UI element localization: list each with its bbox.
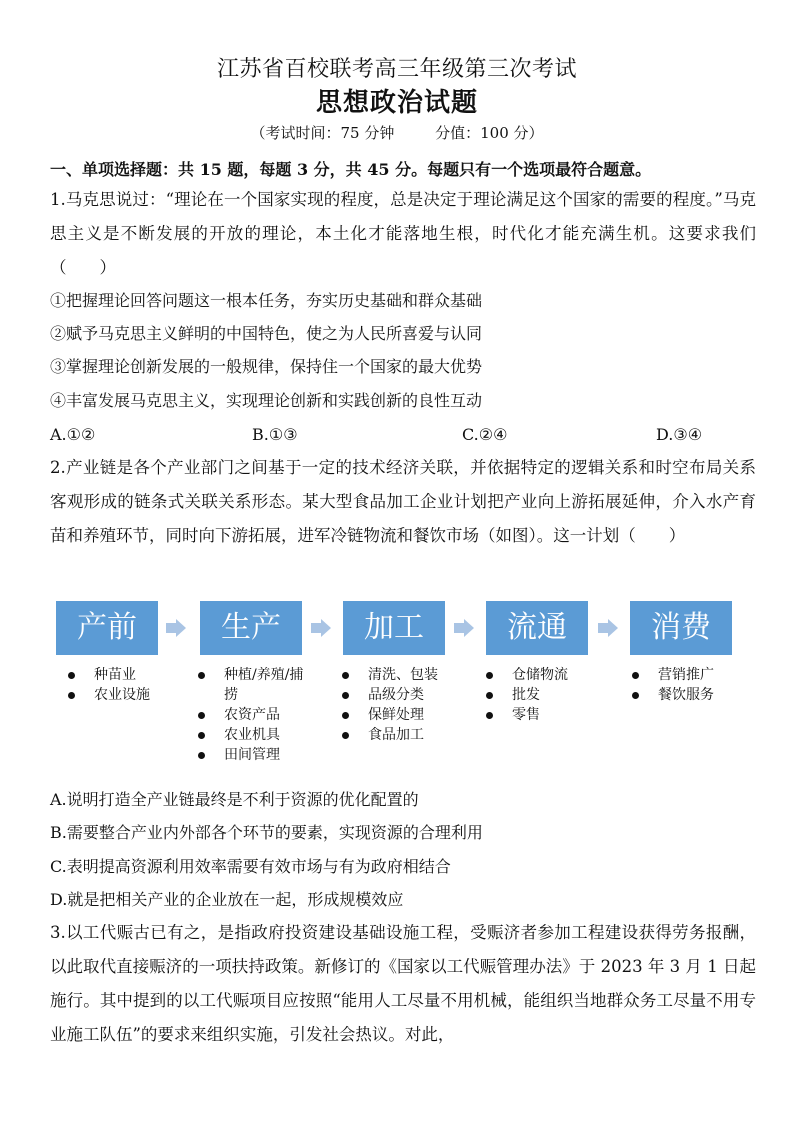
question-1-statement: ②赋予马克思主义鲜明的中国特色，使之为人民所喜爱与认同 — [50, 324, 483, 343]
exam-info — [0, 122, 794, 143]
arrow-right-icon — [454, 619, 474, 637]
question-1-statement: ①把握理论回答问题这一根本任务，夯实历史基础和群众基础 — [50, 291, 483, 310]
question-1-choice-b[interactable]: B.①③ — [252, 425, 298, 444]
list-item: 仓储物流 — [484, 665, 568, 685]
arrow-right-icon — [311, 619, 331, 637]
bullet-icon — [68, 692, 75, 699]
question-2-option-b[interactable]: B.需要整合产业内外部各个环节的要素，实现资源的合理利用 — [50, 823, 483, 842]
bullet-icon — [198, 732, 205, 739]
bullet-icon — [486, 712, 493, 719]
exam-time: （考试时间：75 分钟 — [250, 124, 395, 142]
list-item: 批发 — [484, 685, 568, 705]
list-item: 品级分类 — [340, 685, 438, 705]
question-1-choice-a[interactable]: A.①② — [50, 425, 96, 444]
bullet-icon — [198, 752, 205, 759]
bullet-icon — [342, 732, 349, 739]
bullet-icon — [342, 672, 349, 679]
exam-title: 江苏省百校联考高三年级第三次考试 — [216, 57, 577, 82]
question-2-option-c[interactable]: C.表明提高资源利用效率需要有效市场与有为政府相结合 — [50, 857, 451, 876]
list-item: 种苗业 — [66, 665, 150, 685]
industry-chain-diagram — [56, 601, 736, 771]
stage-list-production — [196, 665, 316, 765]
question-1-statement: ③掌握理论创新发展的一般规律，保持住一个国家的最大优势 — [50, 357, 483, 376]
stage-list-circulation — [484, 665, 568, 725]
exam-score: 分值：100 分） — [435, 124, 544, 142]
stage-box-processing: 加工 — [343, 601, 445, 655]
list-item: 餐饮服务 — [630, 685, 714, 705]
list-item: 农资产品 — [196, 705, 316, 725]
bullet-icon — [198, 712, 205, 719]
bullet-icon — [486, 672, 493, 679]
list-item: 保鲜处理 — [340, 705, 438, 725]
question-2-option-a[interactable]: A.说明打造全产业链最终是不利于资源的优化配置的 — [50, 790, 419, 809]
list-item: 清洗、包装 — [340, 665, 438, 685]
bullet-icon — [68, 672, 75, 679]
stage-box-circulation: 流通 — [486, 601, 588, 655]
question-2-stem: 2.产业链是各个产业部门之间基于一定的技术经济关联，并依据特定的逻辑关系和时空布局关系客观形成的链条式关联关系形态。某大型食品加工企业计划把产业向上游拓展延伸，介入水产育苗和养殖环节，同时向下游拓展，进军冷链物流和餐饮市场（如图）。这一计划（ ） — [50, 458, 756, 545]
list-item: 田间管理 — [196, 745, 316, 765]
bullet-icon — [342, 712, 349, 719]
question-1-choice-d[interactable]: D.③④ — [656, 425, 703, 444]
bullet-icon — [342, 692, 349, 699]
stage-list-processing — [340, 665, 438, 745]
list-item: 农业机具 — [196, 725, 316, 745]
question-1-choice-c[interactable]: C.②④ — [462, 425, 508, 444]
stage-list-consumption — [630, 665, 714, 705]
question-1-stem: 1.马克思说过：“理论在一个国家实现的程度，总是决定于理论满足这个国家的需要的程度。”马克思主义是不断发展的开放的理论，本土化才能落地生根，时代化才能充满生机。这要求我们（ ） — [50, 190, 756, 277]
bullet-icon — [632, 672, 639, 679]
stage-list-preproduction — [66, 665, 150, 705]
stage-box-consumption: 消费 — [630, 601, 732, 655]
list-item: 农业设施 — [66, 685, 150, 705]
section-heading: 一、单项选择题：共 15 题，每题 3 分，共 45 分。每题只有一个选项最符合题意。 — [50, 160, 652, 179]
stage-box-production: 生产 — [200, 601, 302, 655]
question-1-statement: ④丰富发展马克思主义，实现理论创新和实践创新的良性互动 — [50, 391, 483, 410]
list-item: 食品加工 — [340, 725, 438, 745]
list-item: 营销推广 — [630, 665, 714, 685]
bullet-icon — [632, 692, 639, 699]
bullet-icon — [198, 672, 205, 679]
stage-box-preproduction: 产前 — [56, 601, 158, 655]
list-item: 种植/养殖/捕捞 — [196, 665, 316, 705]
bullet-icon — [486, 692, 493, 699]
arrow-right-icon — [598, 619, 618, 637]
question-2-option-d[interactable]: D.就是把相关产业的企业放在一起，形成规模效应 — [50, 890, 404, 909]
subject-title: 思想政治试题 — [315, 88, 478, 118]
list-item: 零售 — [484, 705, 568, 725]
arrow-right-icon — [166, 619, 186, 637]
question-3-stem: 3.以工代赈古已有之，是指政府投资建设基础设施工程，受赈济者参加工程建设获得劳务报酬，以此取代直接赈济的一项扶持政策。新修订的《国家以工代赈管理办法》于 2023 年 3 月 1 日起施行。其中提到的以工代赈项目应按照“能用人工尽量不用机械，能组织当地群众务工尽量不用专业施工队伍”的要求来组织实施，引发社会热议。对此， — [50, 923, 756, 1044]
